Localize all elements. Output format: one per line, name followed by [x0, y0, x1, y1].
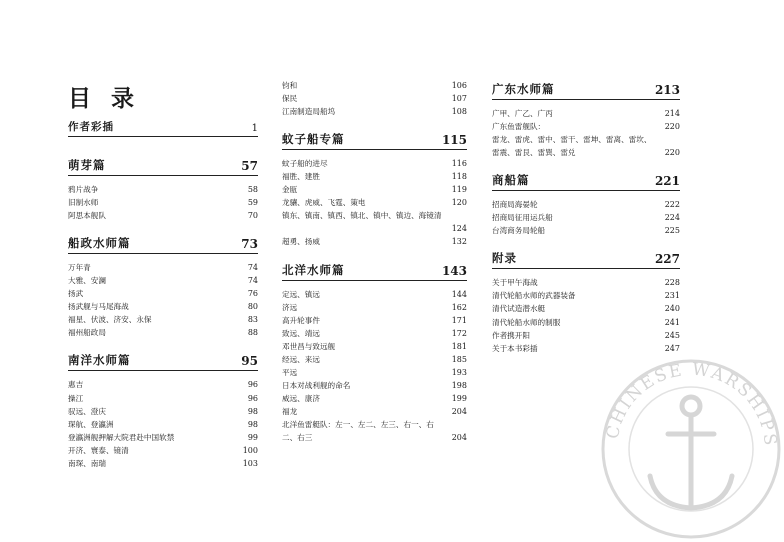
toc-entry: [68, 393, 258, 405]
section-page: 221: [654, 174, 680, 189]
entry-title: 招商局征用运兵船: [492, 213, 553, 223]
toc-entry: [68, 288, 258, 300]
anchor-watermark: [598, 356, 784, 542]
entry-title: 龙骧、虎威、飞霆、策电: [282, 198, 366, 208]
entry-page: 98: [247, 406, 258, 416]
entry-title: 雷震、雷艮、雷巽、雷兑: [492, 148, 576, 158]
entry-title: 钧和: [282, 81, 298, 90]
toc-entry: [68, 406, 258, 418]
entry-page: 199: [451, 393, 467, 403]
toc-entry: [68, 419, 258, 431]
entry-page: 144: [451, 289, 467, 299]
entry-page: 204: [451, 406, 467, 416]
section-title: 萌芽篇: [68, 158, 106, 172]
toc-entry: [282, 106, 467, 118]
toc-entry: [492, 277, 680, 289]
toc-entry: [68, 197, 258, 209]
entry-page: 171: [451, 315, 467, 325]
entry-page: 76: [247, 289, 258, 299]
entry-page: 241: [664, 317, 680, 327]
toc-entry: [282, 289, 467, 301]
toc-entry: [68, 458, 258, 470]
toc-entry: [492, 343, 680, 355]
entry-page: 198: [451, 380, 467, 390]
section-title: 附录: [492, 251, 517, 266]
entry-page: 118: [451, 172, 467, 182]
entry-title: 雷龙、雷虎、雷中、雷干、雷坤、雷离、雷坎、: [492, 135, 652, 145]
entry-title: 清代试造潜水艇: [492, 304, 546, 314]
entry-page: 225: [664, 226, 680, 236]
big-title: 目 录: [68, 85, 141, 112]
toc-entry: [282, 184, 467, 196]
entry-page: 120: [451, 198, 467, 208]
entry-page: 98: [247, 419, 258, 429]
toc-entry: [492, 147, 680, 159]
toc-entry: [68, 327, 258, 339]
entry-page: 59: [247, 198, 258, 208]
entry-title: 关于甲午海战: [492, 278, 538, 288]
entry-title: 大雅、安澜: [68, 276, 106, 286]
toc-entry: [68, 432, 258, 444]
entry-page: 88: [247, 328, 258, 338]
entry-page: 185: [451, 354, 467, 364]
entry-page: 58: [247, 185, 258, 194]
toc-entry: [282, 223, 467, 235]
toc-entry: [68, 275, 258, 287]
section-page: 227: [654, 252, 680, 267]
entry-page: 162: [451, 302, 467, 312]
entry-title: 广东鱼雷舰队：: [492, 122, 546, 132]
entry-page: 124: [451, 224, 467, 234]
entry-title: 江南制造局船坞: [282, 107, 336, 117]
entry-title: 济远: [282, 302, 298, 312]
toc-entry: [68, 210, 258, 222]
toc-entry: [68, 262, 258, 274]
entry-title: 台湾商务局轮船: [492, 226, 546, 236]
entry-title: 福州船政局: [68, 328, 106, 338]
entry-title: 福星、伏波、济安、永保: [68, 315, 152, 325]
entry-page: 116: [451, 159, 467, 169]
entry-title: 旧制水师: [68, 198, 99, 208]
section-title: 船政水师篇: [68, 236, 131, 251]
section-header: [282, 260, 467, 281]
entry-title: 清代轮船水师的制服: [492, 317, 561, 327]
entry-title: 扬武: [68, 289, 84, 299]
entry-page: 83: [247, 315, 258, 325]
section-page: 213: [654, 83, 680, 97]
toc-entry: [282, 197, 467, 209]
toc-entry: [282, 171, 467, 183]
entry-title: 福胜、建胜: [282, 172, 320, 182]
toc-entry: [282, 380, 467, 392]
entry-page: 96: [247, 393, 258, 403]
watermark-text: CHINESE WARSHIPS: [602, 359, 781, 449]
entry-title: 关于本书彩插: [492, 343, 538, 353]
section-title: 南洋水师篇: [68, 353, 131, 368]
entry-title: 福龙: [282, 406, 298, 416]
toc-entry: [68, 184, 258, 196]
entry-title: 超勇、扬威: [282, 237, 320, 247]
entry-title: 阿思本舰队: [68, 211, 106, 221]
section-header: [282, 129, 467, 150]
entry-page: 106: [451, 81, 467, 90]
entry-page: 172: [451, 328, 467, 338]
entry-page: 240: [664, 304, 680, 314]
entry-title: 二、右三: [282, 433, 313, 443]
entry-title: 万年青: [68, 263, 91, 273]
toc-entry: [282, 158, 467, 170]
entry-page: 103: [242, 458, 258, 468]
entry-page: 224: [664, 213, 680, 223]
section-page: 143: [441, 263, 467, 278]
entry-title: 开济、寰泰、镜清: [68, 445, 129, 455]
toc-entry: [68, 445, 258, 457]
toc-entry: [492, 290, 680, 302]
entry-title: 平远: [282, 367, 298, 377]
entry-page: 247: [664, 343, 680, 353]
section-header: [492, 79, 680, 100]
entry-page: 96: [247, 380, 258, 390]
entry-page: 74: [247, 276, 258, 286]
entry-page: 228: [664, 278, 680, 288]
toc-entry: [68, 314, 258, 326]
entry-page: 231: [664, 291, 680, 301]
entry-page: 99: [247, 432, 258, 442]
entry-title: 登瀛洲舰押解大院君赴中国软禁: [68, 432, 175, 442]
entry-page: 70: [247, 211, 258, 221]
toc-entry: [492, 121, 680, 133]
entry-title: 经远、来远: [282, 354, 320, 364]
entry-page: 74: [247, 263, 258, 273]
section-header: [68, 155, 258, 176]
entry-title: 鸦片战争: [68, 185, 99, 194]
toc-entry: [282, 406, 467, 418]
entry-title: 扬武舰与马尾海战: [68, 302, 129, 312]
entry-page: 214: [664, 109, 680, 118]
entry-title: 高升轮事件: [282, 315, 320, 325]
toc-entry: [68, 301, 258, 313]
section-header: [492, 248, 680, 269]
entry-title: 北洋鱼雷艇队：左一、左二、左三、右一、右: [282, 420, 434, 429]
entry-title: 招商局海晏轮: [492, 200, 538, 210]
entry-page: 245: [664, 330, 680, 340]
toc-entry: [282, 432, 467, 444]
section-header: [68, 350, 258, 371]
anchor-icon: [650, 397, 732, 508]
entry-title: 金瓯: [282, 185, 298, 195]
section-page: 115: [441, 133, 467, 148]
toc-entry: [282, 341, 467, 353]
toc-entry: [492, 199, 680, 211]
entry-title: 保民: [282, 94, 298, 104]
section-title: 作者彩插: [68, 121, 114, 133]
section-page: 1: [251, 123, 258, 134]
toc-entry: [282, 210, 467, 222]
section-title: 商船篇: [492, 173, 530, 188]
entry-title: 蚊子船的进尽: [282, 159, 328, 169]
toc-entry: [282, 80, 467, 92]
entry-page: 222: [664, 200, 680, 210]
section-page: 57: [241, 159, 258, 173]
entry-title: 驭远、澄庆: [68, 406, 106, 416]
entry-title: 惠吉: [68, 380, 84, 390]
toc-entry: [492, 212, 680, 224]
section-header: [68, 116, 258, 137]
toc-entry: [492, 303, 680, 315]
entry-page: 193: [451, 367, 467, 377]
entry-title: 广甲、广乙、广丙: [492, 109, 553, 118]
toc-entry: [282, 419, 467, 431]
entry-page: 119: [451, 185, 467, 195]
entry-title: 清代轮船水师的武器装备: [492, 291, 576, 301]
toc-entry: [492, 330, 680, 342]
entry-page: 204: [451, 433, 467, 443]
section-header: [492, 170, 680, 191]
toc-entry: [282, 93, 467, 105]
entry-page: 107: [451, 94, 467, 104]
entry-page: 132: [451, 237, 467, 247]
section-title: 广东水师篇: [492, 82, 555, 96]
entry-page: 220: [664, 148, 680, 158]
section-title: 北洋水师篇: [282, 262, 345, 277]
entry-page: 181: [451, 341, 467, 351]
section-page: 95: [241, 354, 258, 369]
entry-title: 邓世昌与致远舰: [282, 341, 336, 351]
toc-entry: [282, 302, 467, 314]
section-title: 蚊子船专篇: [282, 132, 345, 147]
toc-entry: [492, 225, 680, 237]
section-page: 73: [241, 237, 258, 252]
entry-page: 80: [247, 302, 258, 312]
toc-entry: [492, 317, 680, 329]
entry-title: 致远、靖远: [282, 328, 320, 338]
section-header: [68, 233, 258, 254]
toc-entry: [282, 315, 467, 327]
entry-title: 琛航、登瀛洲: [68, 419, 114, 429]
toc-entry: [492, 108, 680, 120]
toc-entry: [282, 393, 467, 405]
toc-entry: [492, 134, 680, 146]
entry-title: 镇东、镇南、镇西、镇北、镇中、镇边、海镜清: [282, 211, 442, 221]
toc-entry: [282, 328, 467, 340]
entry-page: 220: [664, 122, 680, 132]
entry-page: 100: [242, 445, 258, 455]
toc-entry: [282, 367, 467, 379]
entry-title: 南琛、南瑞: [68, 458, 106, 468]
toc-entry: [282, 236, 467, 248]
entry-title: 威远、康济: [282, 393, 320, 403]
toc-entry: [282, 354, 467, 366]
entry-page: 108: [451, 107, 467, 117]
entry-title: 日本对战利舰的命名: [282, 380, 351, 390]
toc-entry: [68, 379, 258, 391]
entry-title: 定远、镇远: [282, 289, 320, 299]
entry-title: 操江: [68, 393, 84, 403]
entry-title: 作者携开阳: [492, 330, 530, 340]
